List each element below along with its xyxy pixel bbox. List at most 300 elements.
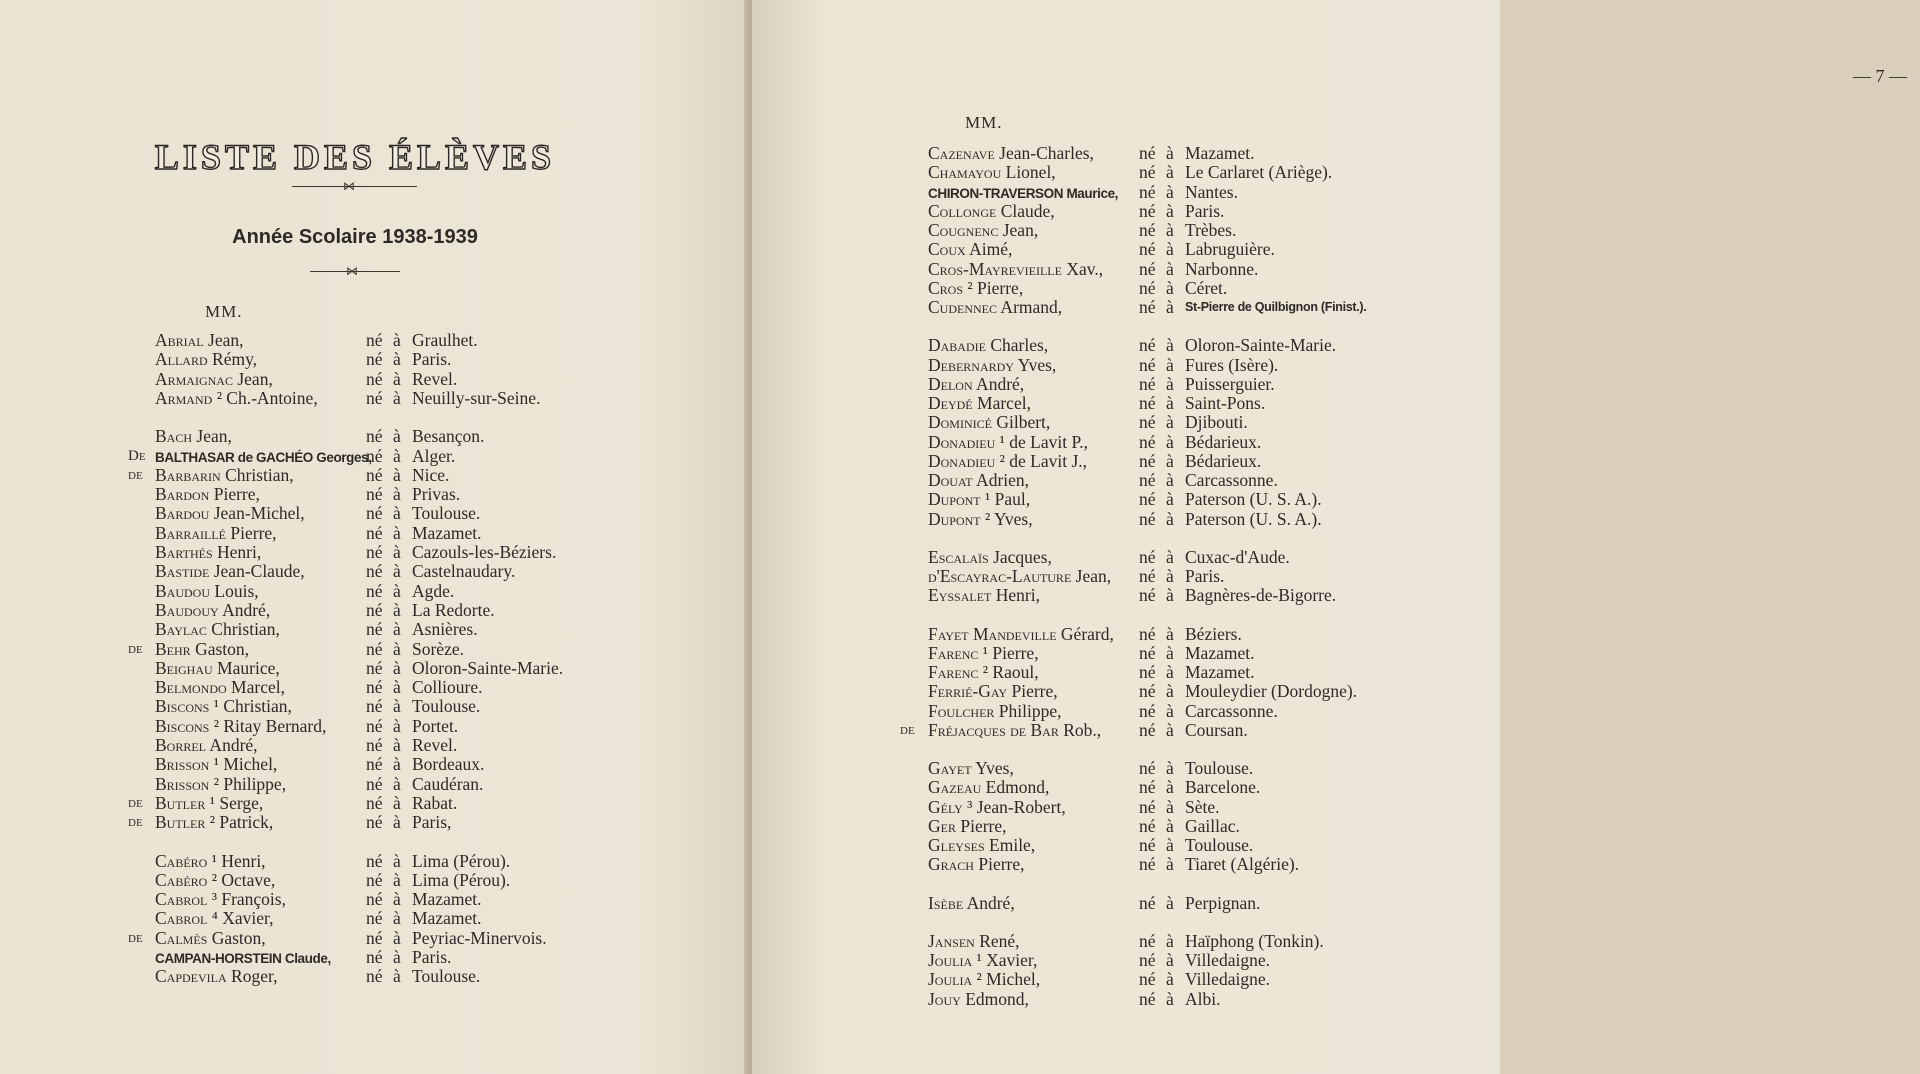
student-firstname: Yves, [1013, 354, 1057, 375]
born-label: né [1139, 988, 1156, 1009]
born-label: né [1139, 200, 1156, 221]
birthplace: Toulouse. [412, 696, 481, 717]
student-firstname: Adrien, [972, 470, 1030, 490]
born-label: né [366, 580, 383, 601]
at-label: à [393, 735, 401, 755]
student-entry [752, 855, 1500, 874]
student-entry [752, 798, 1500, 817]
student-surname: Gleyses [928, 835, 985, 855]
student-firstname: Rob., [1058, 719, 1102, 740]
student-entry [0, 331, 748, 350]
student-entry [752, 298, 1500, 317]
student-name [928, 567, 1111, 586]
at-label: à [1166, 700, 1174, 721]
student-surname: Dupont [928, 489, 981, 510]
student-surname: Armaignac [155, 368, 233, 389]
at-label: à [1166, 508, 1174, 529]
student-entry [0, 562, 748, 581]
born-label: né [1139, 681, 1156, 702]
student-name [155, 331, 244, 350]
student-name [928, 798, 1066, 817]
student-firstname: André, [972, 373, 1025, 394]
student-name [155, 697, 292, 716]
student-surname: Joulia [928, 950, 973, 970]
student-name [155, 909, 273, 928]
student-surname: Behr [155, 638, 191, 659]
student-name [928, 625, 1114, 644]
student-entry [752, 932, 1500, 951]
name-particle: De [128, 447, 146, 464]
student-entry [752, 567, 1500, 586]
student-name [155, 871, 275, 890]
student-name [928, 202, 1055, 221]
birthplace: Carcassonne. [1185, 700, 1278, 721]
page-title: LISTE DES ÉLÈVES [154, 137, 556, 177]
student-entry [0, 601, 748, 620]
at-label: à [393, 561, 401, 582]
student-entry [0, 909, 748, 928]
born-label: né [1139, 815, 1156, 836]
at-label: à [1166, 143, 1174, 163]
student-name [155, 389, 318, 408]
birthplace: Carcassonne. [1185, 470, 1278, 490]
student-firstname: ² Michel, [972, 969, 1041, 990]
student-name [928, 490, 1030, 509]
student-name-text: BALTHASAR de GACHÉO Georges, [155, 449, 372, 465]
born-label: né [1139, 393, 1156, 413]
born-label: né [1139, 508, 1156, 529]
student-firstname: Lionel, [1001, 162, 1056, 183]
birthplace: Mazamet. [1185, 642, 1255, 663]
student-name [928, 548, 1052, 567]
born-label: né [366, 966, 383, 987]
birthplace: Albi. [1185, 988, 1221, 1009]
student-entry [752, 586, 1500, 605]
student-entry [752, 433, 1500, 452]
student-surname: Joulia [928, 969, 973, 990]
student-entry [0, 504, 748, 523]
student-firstname: ³ François, [207, 889, 286, 910]
student-surname: Gayet [928, 758, 972, 778]
student-name [155, 562, 305, 581]
student-entry [752, 951, 1500, 970]
born-label: né [1139, 335, 1156, 356]
student-name [928, 990, 1029, 1009]
birthplace: Paris. [412, 947, 452, 967]
at-label: à [1166, 239, 1174, 260]
student-name [928, 163, 1056, 182]
student-surname: Foulcher [928, 700, 995, 721]
student-firstname: Jacques, [988, 546, 1052, 567]
birthplace: Mazamet. [1185, 662, 1255, 682]
student-name [928, 951, 1037, 970]
student-firstname: Jean-Claude, [209, 561, 305, 582]
student-name [155, 813, 273, 832]
student-entry [752, 452, 1500, 471]
student-surname: Barbarin [155, 464, 221, 485]
student-name [155, 794, 263, 813]
at-label: à [393, 966, 401, 987]
student-firstname: Philippe, [994, 700, 1062, 721]
student-surname: Isèbe [928, 892, 964, 913]
student-firstname: ² Ch.-Antoine, [212, 387, 318, 408]
student-firstname: ² de Lavit J., [995, 450, 1088, 471]
student-firstname: ¹ Xavier, [972, 950, 1038, 970]
student-name [155, 466, 294, 485]
student-entry [752, 356, 1500, 375]
student-firstname: Jean, [203, 330, 244, 350]
student-name [928, 682, 1058, 701]
at-label: à [1166, 623, 1174, 644]
student-surname: Donadieu [928, 431, 996, 452]
birthplace: Mazamet. [1185, 143, 1255, 163]
student-surname: Armand [155, 387, 213, 408]
student-name [928, 663, 1039, 682]
born-label: né [366, 677, 383, 698]
student-surname: Brisson [155, 754, 210, 775]
student-entry [752, 279, 1500, 298]
birthplace: Perpignan. [1185, 892, 1261, 913]
student-surname: Dominicé [928, 412, 992, 433]
birthplace: Peyriac-Minervois. [412, 927, 547, 948]
student-firstname: Aimé, [965, 239, 1013, 260]
student-name [155, 890, 286, 909]
born-label: né [1139, 796, 1156, 817]
student-firstname: Christian, [220, 464, 294, 485]
student-firstname: ¹ de Lavit P., [995, 431, 1089, 452]
born-label: né [366, 445, 383, 466]
birthplace: Besançon. [412, 426, 485, 447]
student-firstname: Jean, [998, 220, 1039, 240]
at-label: à [393, 368, 401, 389]
at-label: à [1166, 450, 1174, 471]
birthplace: Lima (Pérou). [412, 850, 511, 871]
born-label: né [1139, 950, 1156, 970]
born-label: né [366, 619, 383, 640]
at-label: à [1166, 681, 1174, 702]
student-surname: Biscons [155, 696, 210, 717]
born-label: né [1139, 892, 1156, 913]
student-name [928, 298, 1062, 317]
student-entry [752, 510, 1500, 529]
student-name [928, 644, 1039, 663]
student-firstname: ¹ Henri, [207, 850, 266, 871]
student-name [928, 510, 1033, 529]
student-firstname: ² Pierre, [963, 277, 1024, 298]
student-firstname: Maurice, [212, 657, 280, 678]
student-entry [752, 625, 1500, 644]
birthplace: Coursan. [1185, 719, 1248, 740]
at-label: à [393, 330, 401, 350]
student-name [928, 721, 1101, 740]
birthplace: Revel. [412, 368, 458, 389]
birthplace: Paris. [1185, 566, 1225, 586]
student-name [155, 524, 277, 543]
student-name [155, 504, 305, 523]
student-entry [752, 778, 1500, 797]
student-surname: Debernardy [928, 354, 1014, 375]
student-firstname: ⁴ Xavier, [207, 908, 274, 929]
student-firstname: ² Patrick, [205, 812, 274, 833]
at-label: à [1166, 393, 1174, 413]
at-label: à [1166, 181, 1174, 202]
born-label: né [1139, 623, 1156, 644]
born-label: né [1139, 431, 1156, 452]
student-entry [752, 836, 1500, 855]
student-entry [752, 144, 1500, 163]
student-firstname: René, [974, 930, 1020, 951]
student-surname: Ferrié-Gay [928, 681, 1008, 702]
student-name [155, 447, 372, 467]
student-surname: Cazenave [928, 143, 995, 163]
student-surname: Ger [928, 815, 956, 836]
birthplace: Graulhet. [412, 330, 478, 350]
student-surname: Baudou [155, 580, 211, 601]
student-name [155, 852, 266, 871]
student-entry [752, 240, 1500, 259]
at-label: à [393, 927, 401, 948]
born-label: né [366, 368, 383, 389]
student-surname: Borrel [155, 735, 207, 755]
born-label: né [1139, 162, 1156, 183]
at-label: à [393, 812, 401, 833]
student-entry [0, 929, 748, 948]
born-label: né [366, 812, 383, 833]
student-surname: Grach [928, 854, 974, 875]
student-firstname: Jean, [192, 426, 232, 447]
student-firstname: ² Octave, [207, 869, 276, 890]
birthplace: Privas. [412, 484, 461, 505]
at-label: à [1166, 719, 1174, 740]
at-label: à [393, 619, 401, 640]
student-surname: Cougnenc [928, 220, 999, 240]
student-surname: Barthés [155, 542, 213, 562]
birthplace: Revel. [412, 735, 458, 755]
student-entry [0, 427, 748, 446]
student-surname: Cudennec [928, 297, 998, 317]
at-label: à [393, 503, 401, 524]
student-surname: Collonge [928, 200, 997, 221]
at-label: à [393, 484, 401, 505]
birthplace: Bagnères-de-Bigorre. [1185, 585, 1337, 606]
student-surname: Butler [155, 792, 206, 813]
student-entry [752, 336, 1500, 355]
birthplace: Céret. [1185, 277, 1228, 298]
born-label: né [366, 754, 383, 775]
student-name [928, 260, 1103, 279]
at-label: à [1166, 220, 1174, 240]
born-label: né [366, 387, 383, 408]
at-label: à [1166, 470, 1174, 490]
at-label: à [393, 426, 401, 447]
born-label: né [1139, 373, 1156, 394]
born-label: né [1139, 258, 1156, 279]
at-label: à [1166, 892, 1174, 913]
at-label: à [393, 445, 401, 466]
at-label: à [1166, 335, 1174, 356]
student-name [928, 778, 1049, 797]
student-surname: Fréjacques de Bar [928, 719, 1059, 740]
birthplace: Cazouls-les-Béziers. [412, 542, 557, 562]
student-surname: Baudouy [155, 599, 219, 620]
student-entry [752, 394, 1500, 413]
at-label: à [393, 349, 401, 370]
student-firstname: ¹ Michel, [209, 754, 278, 775]
student-surname: Cabrol [155, 889, 208, 910]
at-label: à [1166, 854, 1174, 875]
student-entry [752, 990, 1500, 1009]
student-name [155, 620, 280, 639]
student-surname: Cabrol [155, 908, 208, 929]
born-label: né [366, 696, 383, 717]
born-label: né [1139, 969, 1156, 990]
student-name [928, 894, 1015, 913]
student-firstname: ¹ Christian, [209, 696, 292, 717]
student-entry [0, 659, 748, 678]
student-firstname: Roger, [226, 966, 278, 987]
mm-heading: MM. [965, 113, 1003, 132]
student-name [928, 144, 1094, 163]
student-entry [752, 413, 1500, 432]
birthplace: Portet. [412, 715, 459, 736]
student-surname: Farenc [928, 642, 979, 663]
at-label: à [393, 773, 401, 794]
birthplace: Toulouse. [412, 966, 481, 987]
birthplace: Castelnaudary. [412, 561, 516, 582]
birthplace: Bordeaux. [412, 754, 485, 775]
student-entry [752, 260, 1500, 279]
student-entry [0, 852, 748, 871]
at-label: à [1166, 489, 1174, 510]
student-firstname: Armand, [997, 297, 1063, 317]
at-label: à [1166, 662, 1174, 682]
student-entry [0, 620, 748, 639]
student-firstname: Jean, [1071, 566, 1112, 586]
student-surname: Brisson [155, 773, 210, 794]
at-label: à [1166, 277, 1174, 298]
birthplace: Sète. [1185, 796, 1220, 817]
student-surname: Beighau [155, 657, 213, 678]
at-label: à [1166, 796, 1174, 817]
at-label: à [1166, 988, 1174, 1009]
born-label: né [1139, 297, 1156, 317]
student-name [155, 350, 257, 369]
birthplace: Bédarieux. [1185, 450, 1262, 471]
student-firstname: Edmond, [960, 988, 1029, 1009]
born-label: né [366, 715, 383, 736]
born-label: né [1139, 642, 1156, 663]
student-name [928, 836, 1035, 855]
name-particle: de [128, 814, 143, 831]
birthplace: Cuxac-d'Aude. [1185, 546, 1290, 567]
born-label: né [1139, 354, 1156, 375]
student-surname: Belmondo [155, 677, 227, 698]
born-label: né [1139, 854, 1156, 875]
at-label: à [393, 696, 401, 717]
student-surname: Cabéro [155, 869, 208, 890]
student-entry [0, 948, 748, 967]
student-name [155, 485, 260, 504]
at-label: à [393, 947, 401, 967]
student-surname: Bardon [155, 484, 210, 505]
student-surname: Abrial [155, 330, 204, 350]
birthplace: Mouleydier (Dordogne). [1185, 681, 1358, 702]
student-entry [0, 736, 748, 755]
student-firstname: Yves, [971, 758, 1014, 778]
student-surname: Escalaïs [928, 546, 989, 567]
born-label: né [1139, 181, 1156, 202]
student-firstname: ¹ Pierre, [978, 642, 1039, 663]
birthplace: Paris. [412, 349, 452, 370]
born-label: né [1139, 220, 1156, 240]
at-label: à [393, 542, 401, 562]
student-entry [0, 524, 748, 543]
student-entry [0, 717, 748, 736]
student-entry [752, 759, 1500, 778]
student-firstname: ¹ Serge, [205, 792, 264, 813]
student-entry [0, 890, 748, 909]
student-entry [752, 202, 1500, 221]
born-label: né [1139, 719, 1156, 740]
birthplace: Collioure. [412, 677, 483, 698]
born-label: né [366, 773, 383, 794]
birthplace: Nice. [412, 464, 450, 485]
student-name [928, 932, 1020, 951]
at-label: à [393, 599, 401, 620]
student-firstname: Henri, [991, 585, 1040, 606]
student-entry [0, 775, 748, 794]
student-firstname: Pierre, [973, 854, 1025, 875]
student-surname: Chamayou [928, 162, 1002, 183]
student-name [155, 736, 258, 755]
at-label: à [393, 715, 401, 736]
birthplace: Narbonne. [1185, 258, 1259, 279]
born-label: né [366, 330, 383, 350]
student-surname: Jansen [928, 930, 975, 951]
student-name [928, 336, 1048, 355]
born-label: né [1139, 450, 1156, 471]
student-name [928, 855, 1025, 874]
student-entry [0, 543, 748, 562]
student-firstname: Gilbert, [991, 412, 1051, 433]
student-name [155, 659, 280, 678]
birthplace: Rabat. [412, 792, 458, 813]
student-firstname: Pierre, [226, 522, 277, 543]
birthplace: Oloron-Sainte-Marie. [412, 657, 564, 678]
name-particle: de [128, 929, 143, 946]
student-surname: Baylac [155, 619, 207, 640]
student-name [155, 948, 331, 968]
student-entry [0, 350, 748, 369]
birthplace: Paterson (U. S. A.). [1185, 489, 1322, 510]
birthplace: Bédarieux. [1185, 431, 1262, 452]
birthplace: Toulouse. [1185, 758, 1254, 778]
birthplace: St-Pierre de Quilbignon (Finist.). [1185, 300, 1367, 314]
student-entry [0, 447, 748, 466]
student-entry [0, 466, 748, 485]
page-number: — 7 — [1853, 66, 1907, 86]
student-firstname: Xav., [1061, 258, 1104, 279]
student-firstname: André, [963, 892, 1015, 913]
at-label: à [1166, 546, 1174, 567]
student-firstname: Pierre, [1007, 681, 1058, 702]
student-entry [752, 490, 1500, 509]
at-label: à [393, 522, 401, 543]
student-name-text: CAMPAN-HORSTEIN Claude, [155, 951, 331, 966]
student-name [155, 755, 277, 774]
birthplace: Mazamet. [412, 889, 482, 910]
birthplace: Paris, [412, 812, 452, 833]
